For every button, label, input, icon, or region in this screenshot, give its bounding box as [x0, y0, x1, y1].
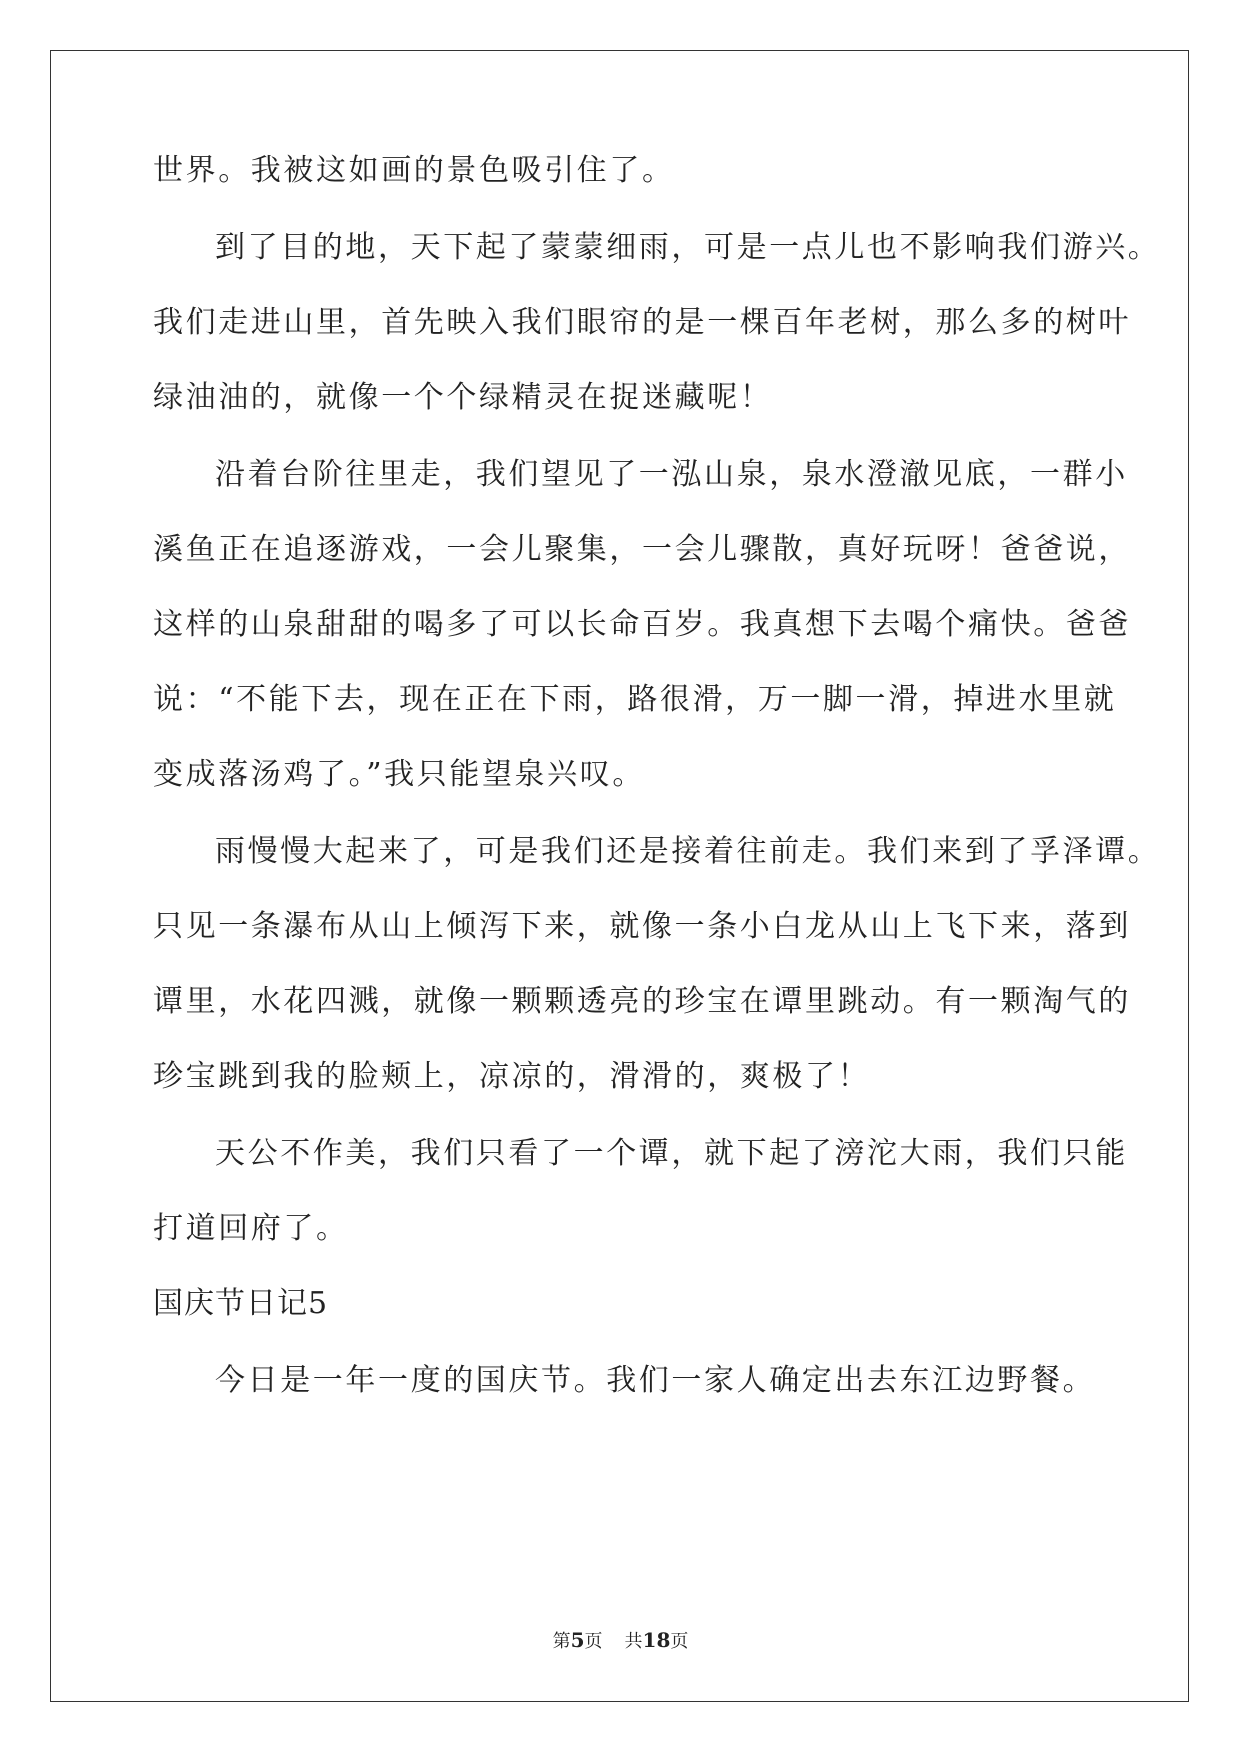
- body-line: 我们走进山里，首先映入我们眼帘的是一棵百年老树，那么多的树叶: [153, 305, 1131, 340]
- total-suffix: 页: [670, 1631, 689, 1652]
- paragraph-start-line: 沿着台阶往里走，我们望见了一泓山泉，泉水澄澈见底，一群小: [215, 457, 1128, 492]
- page-frame: [50, 50, 1189, 1702]
- paragraph-start-line: 今日是一年一度的国庆节。我们一家人确定出去东江边野餐。: [215, 1363, 1096, 1398]
- page-number: 5: [570, 1628, 585, 1652]
- paragraph-start-line: 雨慢慢大起来了，可是我们还是接着往前走。我们来到了孚泽谭。: [215, 834, 1161, 869]
- page-prefix: 第: [552, 1631, 571, 1652]
- body-line: 珍宝跳到我的脸颊上，凉凉的，滑滑的，爽极了！: [153, 1059, 871, 1094]
- body-line: 溪鱼正在追逐游戏，一会儿聚集，一会儿骤散，真好玩呀！爸爸说，: [153, 532, 1131, 567]
- page-suffix: 页: [584, 1631, 603, 1652]
- paragraph-start-line: 天公不作美，我们只看了一个谭，就下起了滂沱大雨，我们只能: [215, 1136, 1128, 1171]
- body-line: 说：“不能下去，现在正在下雨，路很滑，万一脚一滑，掉进水里就: [153, 682, 1117, 717]
- page-footer: [0, 1628, 1241, 1654]
- body-line: 世界。我被这如画的景色吸引住了。: [153, 153, 675, 188]
- total-pages: 18: [642, 1628, 671, 1652]
- body-line: 绿油油的，就像一个个绿精灵在捉迷藏呢！: [153, 380, 773, 415]
- paragraph-start-line: 到了目的地，天下起了蒙蒙细雨，可是一点儿也不影响我们游兴。: [215, 230, 1161, 265]
- body-line: 打道回府了。: [153, 1211, 349, 1246]
- section-heading: 国庆节日记5: [153, 1286, 329, 1321]
- body-line: 谭里，水花四溅，就像一颗颗透亮的珍宝在谭里跳动。有一颗淘气的: [153, 984, 1131, 1019]
- body-line: 变成落汤鸡了。”我只能望泉兴叹。: [153, 757, 645, 792]
- body-line: 只见一条瀑布从山上倾泻下来，就像一条小白龙从山上飞下来，落到: [153, 909, 1131, 944]
- total-prefix: 共: [624, 1631, 643, 1652]
- body-line: 这样的山泉甜甜的喝多了可以长命百岁。我真想下去喝个痛快。爸爸: [153, 607, 1131, 642]
